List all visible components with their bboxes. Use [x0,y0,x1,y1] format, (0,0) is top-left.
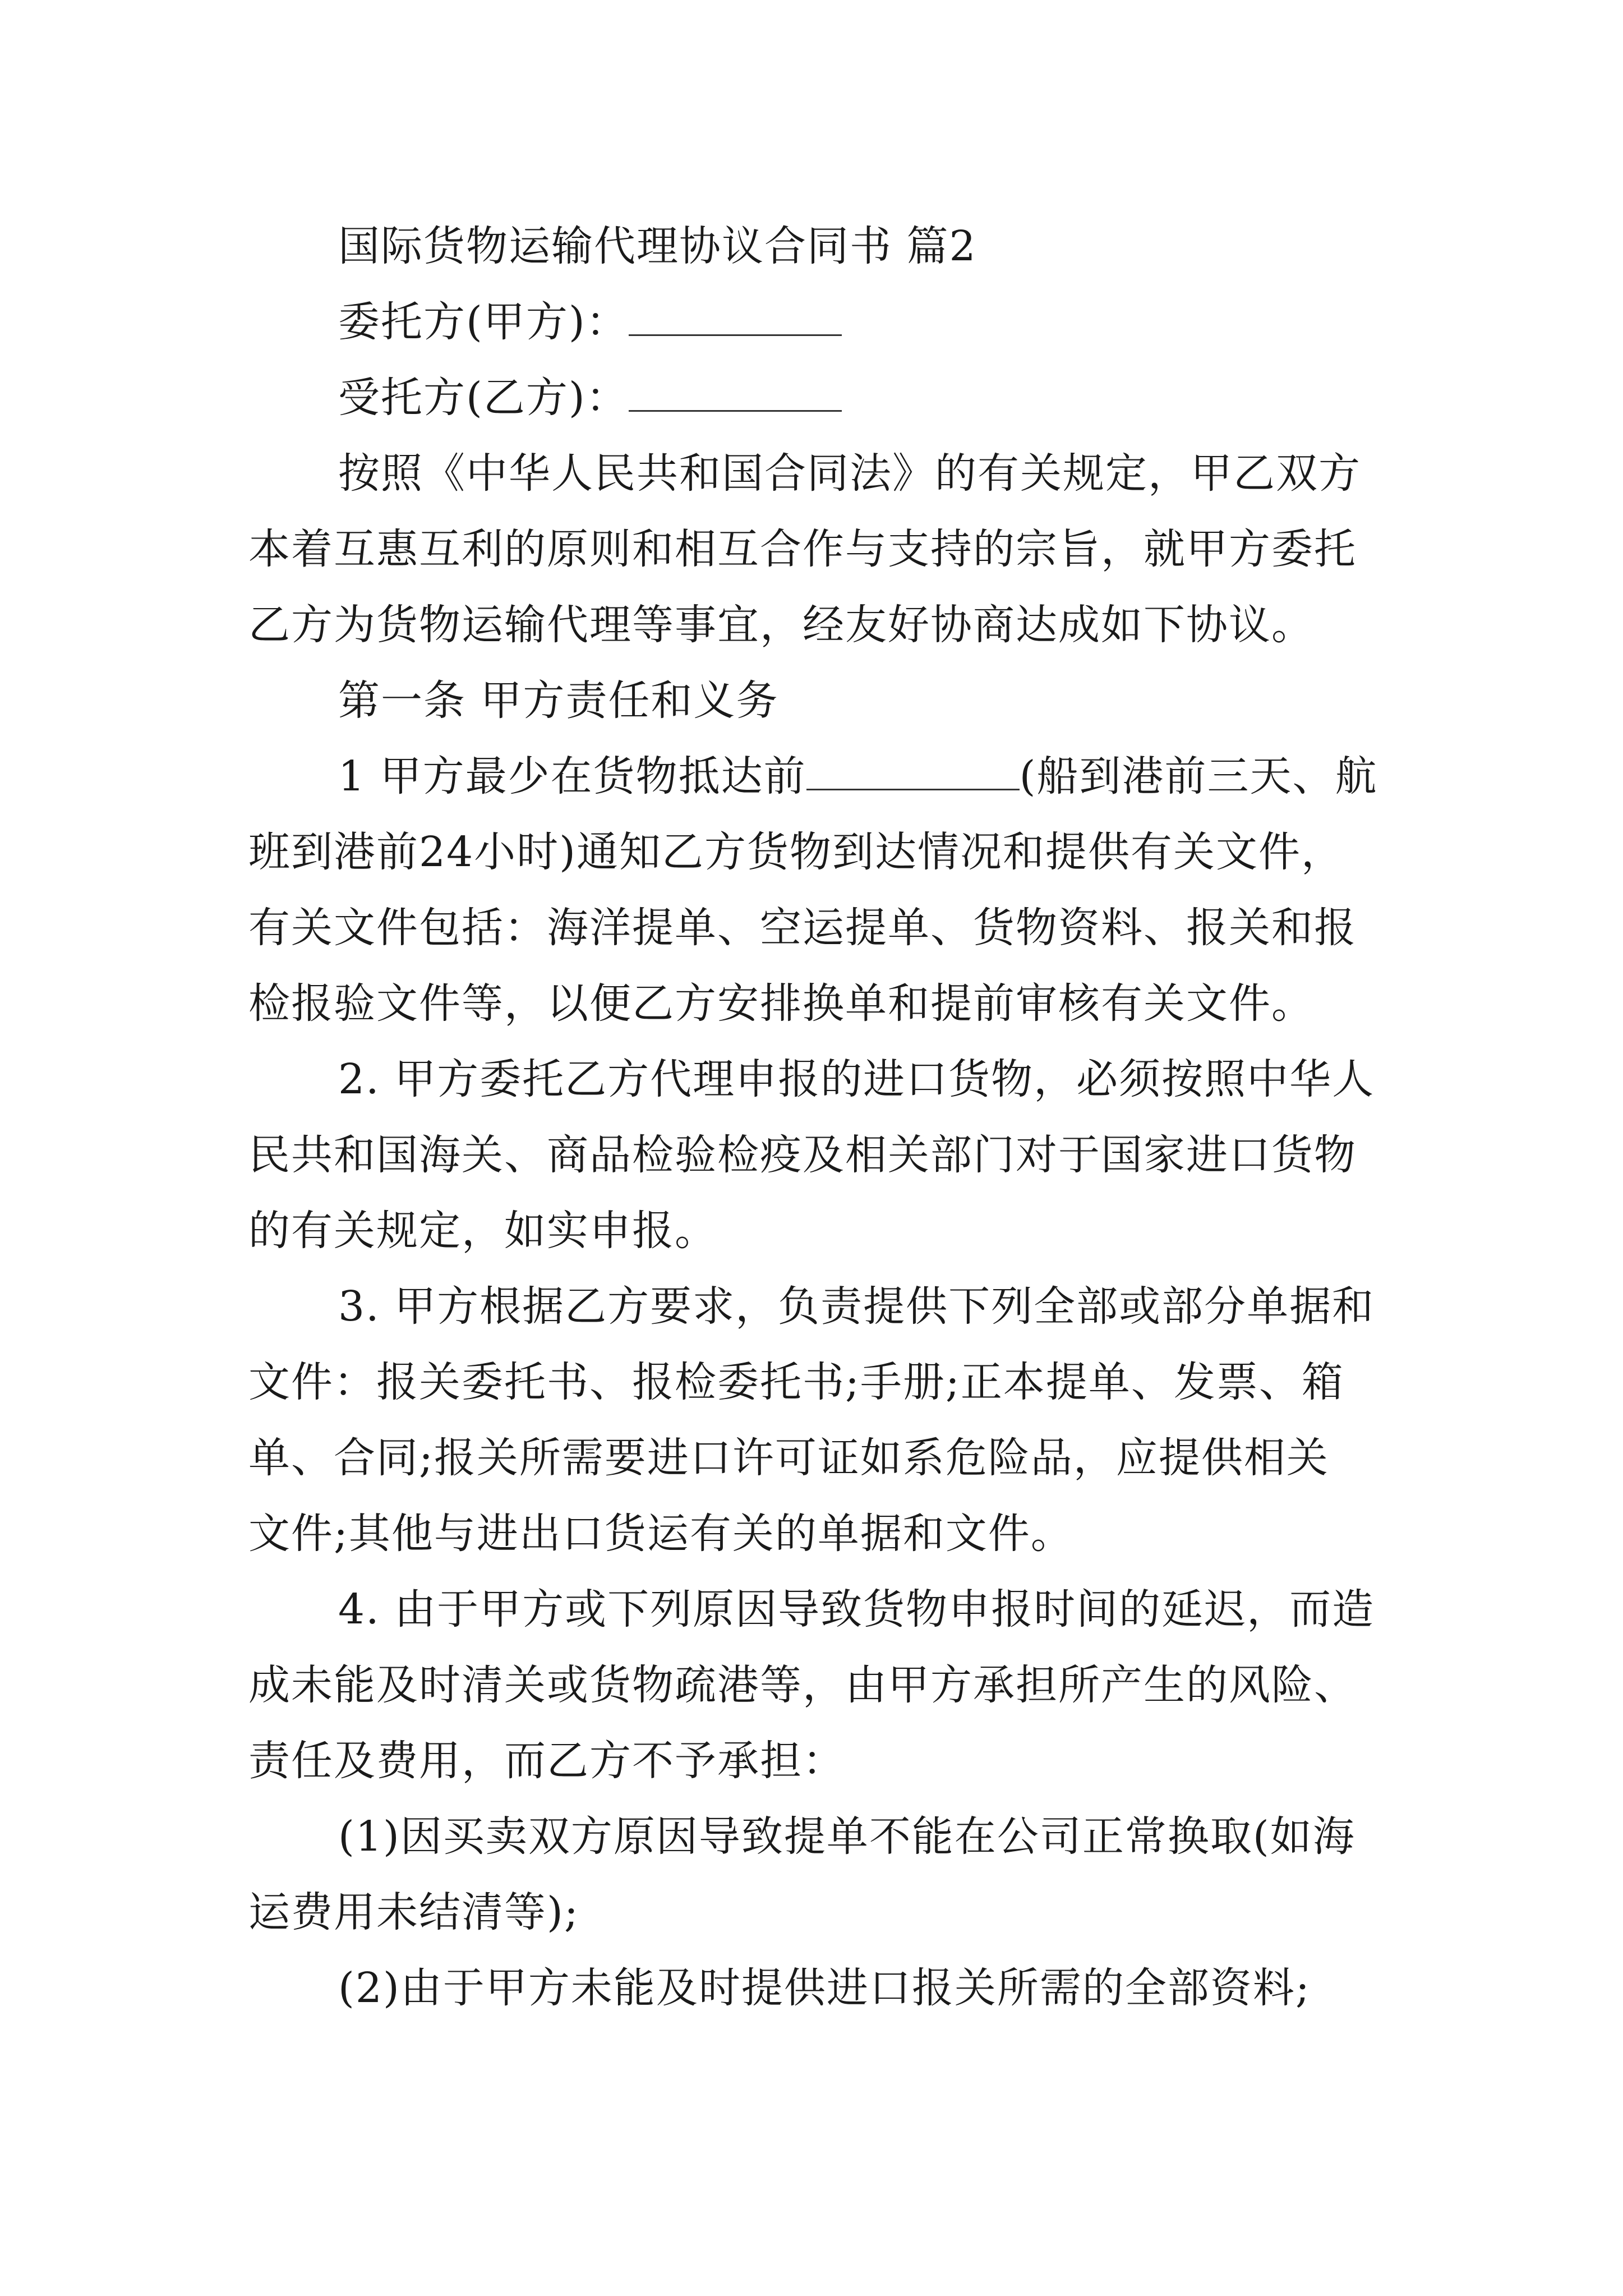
sub-item-1 [248,1799,1381,1950]
party-b-line [248,360,1381,436]
article1-heading: 第一条 甲方责任和义务 [338,677,779,725]
clause-2 [248,1042,1381,1269]
party-b-blank [629,372,842,412]
clause-4-line: 4. 由于甲方或下列原因导致货物申报时间的延迟，而造 [338,1585,1375,1634]
clause-4 [248,1572,1381,1799]
sub-item-1-line: (1)因买卖双方原因导致提单不能在公司正常换取(如海 [338,1812,1355,1861]
sub-item-1-line: 运费用未结清等); [248,1888,579,1936]
clause-1-prefix: 1 甲方最少在货物抵达前 [338,752,806,800]
clause-3 [248,1269,1381,1572]
party-a-line [248,284,1381,360]
sub-item-2-line: (2)由于甲方未能及时提供进口报关所需的全部资料; [338,1964,1311,2012]
clause-1 [248,739,1381,1042]
intro-line: 按照《中华人民共和国合同法》的有关规定，甲乙双方 [338,449,1361,498]
party-a-label: 委托方(甲方)： [338,298,629,346]
clause-3-line: 文件;其他与进出口货运有关的单据和文件。 [248,1510,1073,1558]
clause-1-line: 检报验文件等，以便乙方安排换单和提前审核有关文件。 [248,979,1314,1028]
document-page [248,209,1381,2026]
clause-4-line: 成未能及时清关或货物疏港等，由甲方承担所产生的风险、 [248,1661,1357,1709]
clause-2-line: 2. 甲方委托乙方代理申报的进口货物，必须按照中华人 [338,1055,1375,1103]
clause-2-line: 民共和国海关、商品检验检疫及相关部门对于国家进口货物 [248,1131,1357,1179]
clause-4-line: 责任及费用，而乙方不予承担： [248,1737,845,1785]
clause-3-line: 3. 甲方根据乙方要求，负责提供下列全部或部分单据和 [338,1282,1375,1331]
clause-1-suffix: (船到港前三天、航 [1019,752,1378,800]
intro-line: 乙方为货物运输代理等事宜，经友好协商达成如下协议。 [248,601,1314,649]
clause-1-line: 有关文件包括：海洋提单、空运提单、货物资料、报关和报 [248,904,1357,952]
clause-1-first-line [248,739,1381,815]
intro-paragraph [248,436,1381,663]
clause-3-line: 文件：报关委托书、报检委托书;手册;正本提单、发票、箱 [248,1358,1344,1406]
clause-3-line: 单、合同;报关所需要进口许可证如系危险品，应提供相关 [248,1434,1329,1482]
document-title: 国际货物运输代理协议合同书 篇2 [338,222,977,270]
clause-1-line: 班到港前24小时)通知乙方货物到达情况和提供有关文件， [248,828,1344,876]
clause-2-line: 的有关规定，如实申报。 [248,1207,717,1255]
intro-line: 本着互惠互利的原则和相互合作与支持的宗旨，就甲方委托 [248,525,1357,573]
sub-item-2 [248,1950,1381,2026]
party-b-label: 受托方(乙方)： [338,374,629,422]
party-a-blank [629,296,842,336]
clause-1-blank [806,751,1020,790]
